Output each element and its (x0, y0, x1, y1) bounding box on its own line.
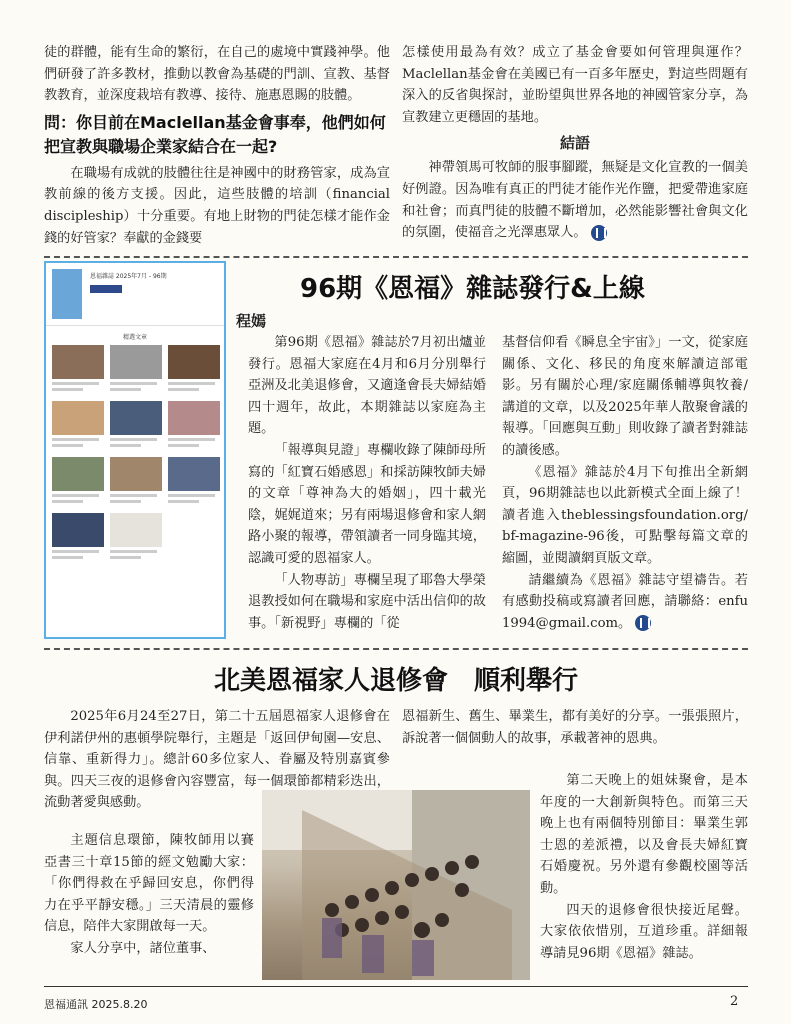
retreat-group-photo (262, 790, 530, 980)
article3-col1-p2: 主題信息環節，陳牧師用以賽亞書三十章15節的經文勉勵大家：「你們得救在乎歸回安息，你們得力在乎平靜安穩。」三天清晨的靈修信息，陪伴大家開啟每一天。 (44, 833, 254, 935)
top-right-para1: 怎樣使用最為有效？成立了基金會要如何管理與運作？Maclellan基金會在美國已有一百多年歷史，對這些問題有深入的反省與探討，並盼望與世界各地的神國管家分享，為宣教建立更穩固的基地。 (402, 45, 748, 125)
article2-title-wrap (300, 268, 748, 305)
magazine-website-thumbnail (44, 261, 226, 639)
footer-rule (44, 986, 748, 987)
top-left-column (44, 42, 390, 249)
article3-col2-p1: 恩福新生、舊生、畢業生，都有美好的分享。一張張照片，訴說著一個個動人的故事，承載著神的恩典。 (402, 709, 748, 746)
article2-col1-p2: 「報導與見證」專欄收錄了陳師母所寫的「紅寶石婚感恩」和採訪陳牧師夫婦的文章「尊神為大的婚姻」，四十載光陰，娓娓道來；另有兩場退修會和家人網路小聚的報導，帶領讀者一同身臨其境，認識可愛的恩福家人。 (248, 442, 486, 566)
article2-col2-p3-wrap (502, 570, 748, 635)
thumbnail-button (90, 285, 122, 293)
footer-left: 恩福通訊 2025.8.20 (44, 998, 148, 1011)
article3-col1-p1: 2025年6月24至27日，第二十五屆恩福家人退修會在伊利諾伊州的惠頓學院舉行，主題是「返回伊甸園—安息、信靠、重新得力」。總計60多位家人、眷屬及特別嘉賓參與。四天三夜的退修會內容豐富，每一個環節都精彩迭出，流動著愛與感動。 (44, 709, 390, 811)
top-left-para1: 徒的群體，能有生命的繁衍，在自己的處境中實踐神學。他們研發了許多教材，推動以教會為基礎的門訓、宣教、基督教教育，並深度栽培有教導、接待、施惠恩賜的肢體。 (44, 45, 390, 104)
article2-col2-p3: 請繼續為《恩福》雜誌守望禱告。若有感動投稿或寫讀者回應，請聯絡：enfu1994@gmail.com。 (502, 572, 748, 631)
foundation-logo-icon (591, 225, 607, 241)
top-right-para2-wrap (402, 157, 748, 243)
article3-title-wrap (44, 660, 748, 697)
article3-col2-p3: 四天的退修會很快接近尾聲。大家依依惜別，互道珍重。詳細報導請見96期《恩福》雜誌。 (540, 902, 748, 961)
article3-col1-p3: 家人分享中，諸位董事、 (70, 940, 216, 956)
article3-col2-top (402, 706, 748, 749)
top-right-column (402, 42, 748, 244)
conclusion-title: 結語 (559, 134, 590, 153)
article2-col1-p3: 「人物專訪」專欄呈現了耶魯大學榮退教授如何在職場和家庭中活出信仰的故事。「新視野」專欄的「從 (248, 572, 486, 631)
article3-title: 北美恩福家人退修會 順利舉行 (213, 666, 578, 696)
thumbnail-section-title: 精選文章 (122, 334, 147, 341)
article3-col2-bottom (540, 770, 748, 964)
article2-col2 (502, 332, 748, 634)
interview-question: 問：你目前在Maclellan基金會事奉，他們如何把宣教與職場企業家結合在一起? (44, 112, 386, 156)
article2-title: 96期《恩福》雜誌發行&上線 (300, 274, 645, 304)
top-right-para2: 神帶領馬可牧師的服事腳蹤，無疑是文化宣教的一個美好例證。因為唯有真正的門徒才能作光作鹽，把愛帶進家庭和社會；而真門徒的肢體不斷增加，必然能影響社會與文化的氛圍，使福音之光澤惠眾人。 (402, 160, 748, 241)
foundation-logo-icon (635, 615, 651, 631)
article3-col1-bottom (44, 830, 254, 960)
article2-col1 (248, 332, 486, 634)
thumbnail-article-grid (46, 345, 224, 565)
article2-col2-p2: 《恩福》雜誌於4月下旬推出全新網頁，96期雜誌也以此新模式全面上線了！讀者進入theblessingsfoundation.org/bf-magazine-96後，可點擊每篇文章的縮圖，並閱讀網頁版文章。 (502, 464, 748, 566)
article2-col1-p1: 第96期《恩福》雜誌於7月初出爐並發行。恩福大家庭在4月和6月分別舉行亞洲及北美退修會，又適逢會長夫婦結婚四十週年，故此，本期雜誌以家庭為主題。 (248, 335, 486, 437)
article2-author: 程嫣 (236, 312, 267, 330)
top-left-para2: 在職場有成就的肢體往往是神國中的財務管家，成為宣教前線的後方支援。因此，這些肢體的培訓（financial discipleship）十分重要。有地上財物的門徒怎樣才能作金錢的好管家？奉獻的金錢要 (44, 165, 390, 246)
page-number: 2 (730, 994, 739, 1009)
divider (44, 648, 748, 650)
divider (44, 256, 748, 258)
magazine-cover-image (52, 269, 82, 319)
article2-col2-p1: 基督信仰看《瞬息全宇宙》」一文，從家庭關係、文化、移民的角度來解讀這部電影。另有關於心理/家庭關係輔導與牧養/講道的文章，以及2025年華人散聚會議的報導。「回應與互動」則收錄了讀者對雜誌的讀後感。 (502, 335, 748, 458)
article3-col2-p2: 第二天晚上的姐妹聚會，是本年度的一大創新與特色。而第三天晚上也有兩個特別節目：畢業生郭士恩的差派禮，以及會長夫婦紅寶石婚慶祝。另外還有參觀校園等活動。 (540, 773, 748, 896)
thumbnail-site-title: 恩福雜誌 2025年7月 - 96期 (90, 273, 167, 280)
